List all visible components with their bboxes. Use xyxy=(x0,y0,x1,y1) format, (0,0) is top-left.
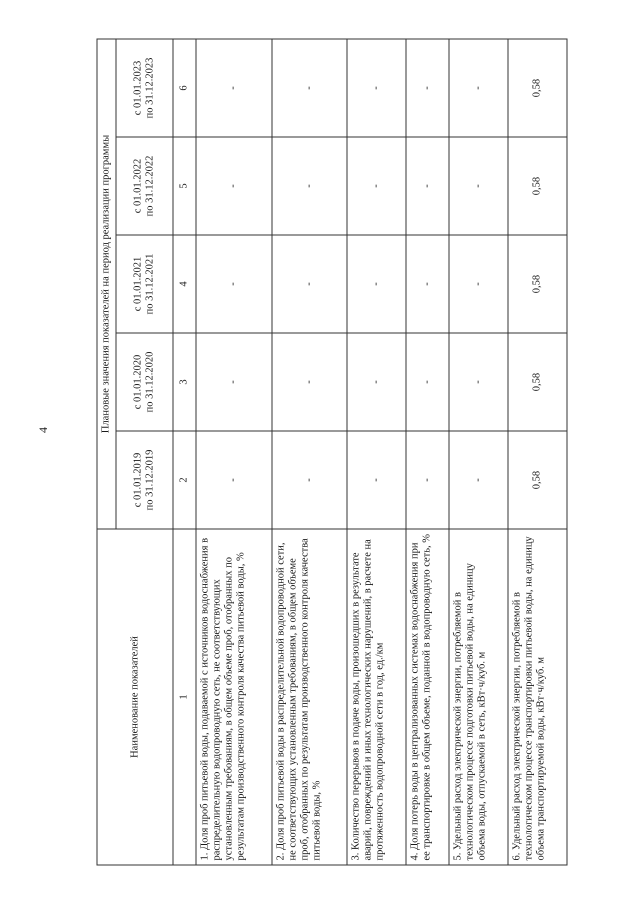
table-row xyxy=(508,39,567,865)
indicator-name: 6. Удельный расход электрической энергии, потребляемой в технологическом процессе транспортировки питьевой воды, на единицу объема транспортируемой воды, кВт·ч/куб. м xyxy=(508,529,567,865)
header-plan: Плановые значения показателей на период реализации программы xyxy=(97,39,116,529)
table-row xyxy=(272,39,348,865)
period-header: с 01.01.2019 по 31.12.2019 xyxy=(116,431,173,529)
indicator-value: - xyxy=(449,39,508,137)
indicator-value: - xyxy=(272,333,348,431)
indicator-value: - xyxy=(347,137,406,235)
indicator-value: - xyxy=(272,431,348,529)
indicator-value: - xyxy=(406,235,449,333)
indicator-value: - xyxy=(406,431,449,529)
indicator-value: - xyxy=(272,137,348,235)
header-indicator: Наименование показателей xyxy=(97,529,173,865)
indicator-value: - xyxy=(449,333,508,431)
indicator-value: 0,58 xyxy=(508,431,567,529)
indicator-value: - xyxy=(196,39,272,137)
indicator-name: 2. Доля проб питьевой воды в распределительной водопроводной сети, не соответствующих установленным требованиям, в общем объеме проб, отобранных по результатам производственного контроля качества питьевой воды, % xyxy=(272,529,348,865)
indicator-value: 0,58 xyxy=(508,39,567,137)
period-header: с 01.01.2023 по 31.12.2023 xyxy=(116,39,173,137)
rotated-table-wrapper xyxy=(97,40,568,866)
indicator-value: - xyxy=(449,235,508,333)
indicator-value: - xyxy=(196,235,272,333)
indicator-value: - xyxy=(406,39,449,137)
indicator-value: - xyxy=(272,39,348,137)
period-header: с 01.01.2020 по 31.12.2020 xyxy=(116,333,173,431)
indicator-value: - xyxy=(196,333,272,431)
indicator-value: 0,58 xyxy=(508,137,567,235)
column-number: 5 xyxy=(173,137,196,235)
column-number-row xyxy=(173,39,196,865)
table-row xyxy=(449,39,508,865)
indicator-value: - xyxy=(196,137,272,235)
column-number: 4 xyxy=(173,235,196,333)
indicator-value: 0,58 xyxy=(508,235,567,333)
table-row xyxy=(347,39,406,865)
indicator-value: - xyxy=(449,431,508,529)
indicators-table xyxy=(97,38,568,865)
indicator-value: - xyxy=(347,431,406,529)
indicator-value: - xyxy=(406,333,449,431)
indicator-name: 5. Удельный расход электрической энергии, потребляемой в технологическом процессе подготовки питьевой воды, на единицу объема воды, отпускаемой в сеть, кВт·ч/куб. м xyxy=(449,529,508,865)
table-row xyxy=(406,39,449,865)
page-number: 4 xyxy=(36,427,50,433)
indicator-name: 3. Количество перерывов в подаче воды, произошедших в результате аварий, повреждений и иных технологических нарушений, в расчете на протяженность водопроводной сети в год, ед./км xyxy=(347,529,406,865)
period-header: с 01.01.2022 по 31.12.2022 xyxy=(116,137,173,235)
column-number: 3 xyxy=(173,333,196,431)
indicator-value: - xyxy=(449,137,508,235)
indicator-value: - xyxy=(347,333,406,431)
indicator-name: 4. Доля потерь воды в централизованных системах водоснабжения при ее транспортировке в общем объеме, поданной в водопроводную сеть, % xyxy=(406,529,449,865)
indicator-value: - xyxy=(406,137,449,235)
period-header: с 01.01.2021 по 31.12.2021 xyxy=(116,235,173,333)
column-number: 1 xyxy=(173,529,196,865)
indicator-value: - xyxy=(272,235,348,333)
indicator-value: - xyxy=(347,235,406,333)
column-number: 6 xyxy=(173,39,196,137)
indicator-value: 0,58 xyxy=(508,333,567,431)
indicator-value: - xyxy=(196,431,272,529)
table-row xyxy=(196,39,272,865)
header-row-1 xyxy=(97,39,116,865)
column-number: 2 xyxy=(173,431,196,529)
indicator-value: - xyxy=(347,39,406,137)
indicator-name: 1. Доля проб питьевой воды, подаваемой с источников водоснабжения в распределительную водопроводную сеть, не соответствующих установленным требованиям, в общем объеме проб, отобранных по результатам производственного контроля качества питьевой воды, % xyxy=(196,529,272,865)
